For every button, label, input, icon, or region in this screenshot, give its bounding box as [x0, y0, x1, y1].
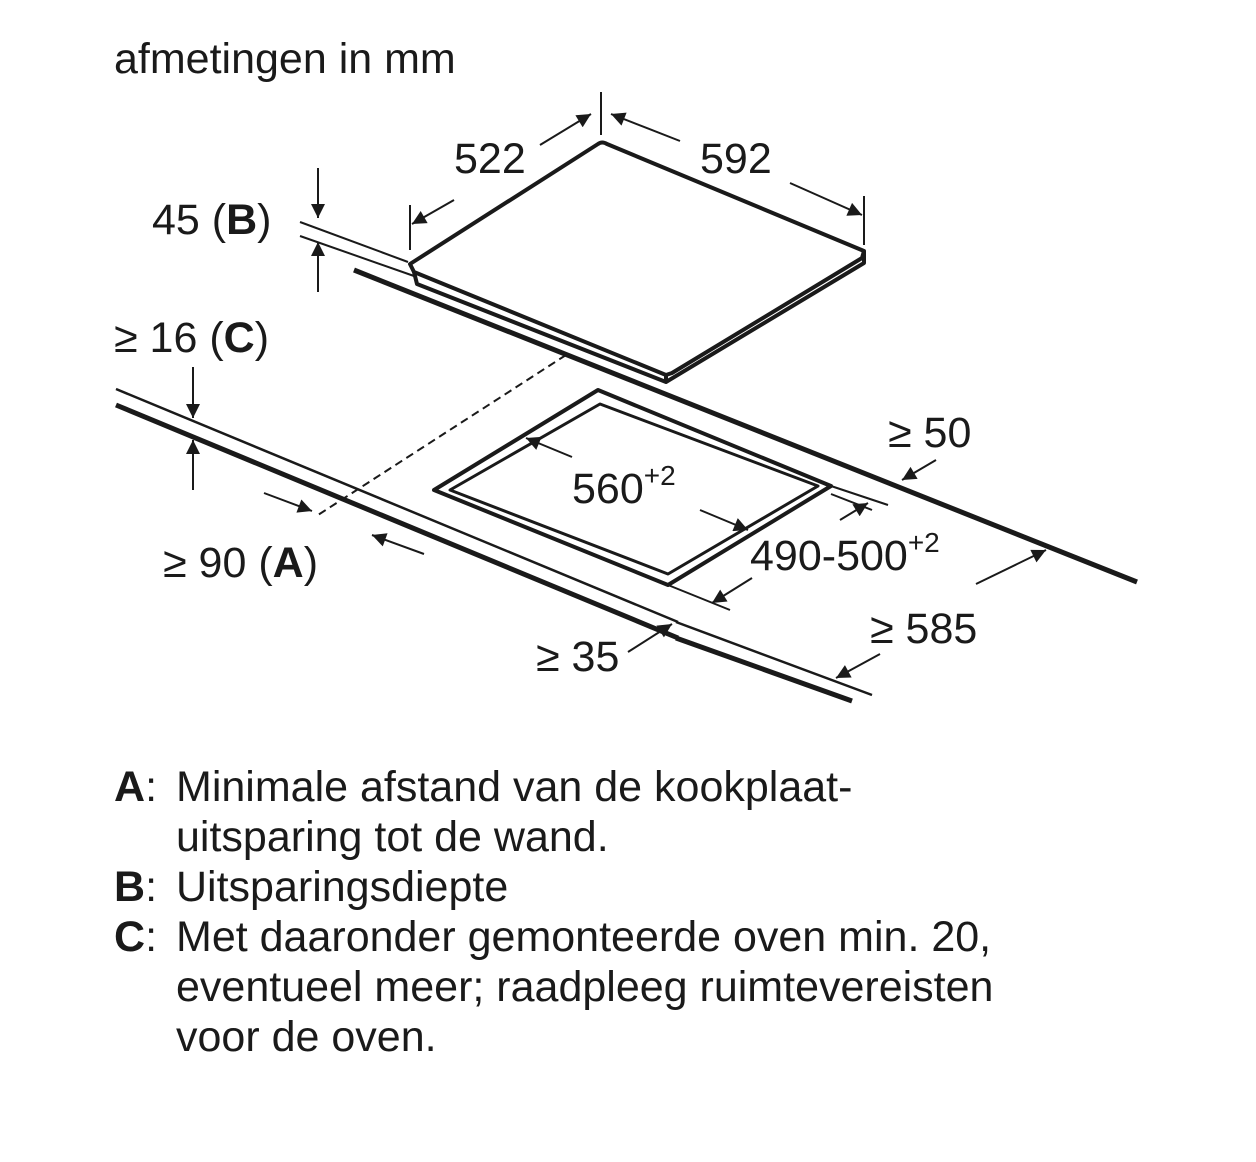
label-thickness: 45 (B)	[152, 196, 272, 244]
label-clearance-c: ≥ 16 (C)	[114, 314, 270, 362]
legend-text-c: Met daaronder gemonteerde oven min. 20, eventueel meer; raadpleeg ruimtevereisten voor de oven.	[176, 913, 994, 1061]
label-wall-min: ≥ 90 (A)	[163, 539, 319, 587]
legend-row-b	[114, 862, 1234, 912]
legend-key-b: B:	[114, 863, 158, 911]
legend-row-a	[114, 762, 1234, 862]
label-front-min: ≥ 35	[536, 633, 620, 681]
label-cutout-width: $560^{+2}$	[572, 460, 676, 513]
legend-text-b: Uitsparingsdiepte	[176, 863, 509, 911]
legend-row-c	[114, 912, 1234, 1062]
diagram-title: afmetingen in mm	[114, 35, 456, 83]
label-back-min: ≥ 50	[888, 409, 972, 457]
label-cutout-depth: $490-500^{+2}$	[750, 527, 940, 580]
legend-key-a: A:	[114, 763, 158, 811]
projection-lines	[318, 355, 566, 515]
legend	[114, 762, 1234, 1062]
legend-text-a: Minimale afstand van de kookplaat- uitsparing tot de wand.	[176, 763, 853, 861]
legend-key-c: C:	[114, 913, 158, 961]
label-hob-depth: 522	[454, 135, 526, 183]
label-worktop-min: ≥ 585	[870, 605, 978, 653]
label-hob-width: 592	[700, 135, 772, 183]
